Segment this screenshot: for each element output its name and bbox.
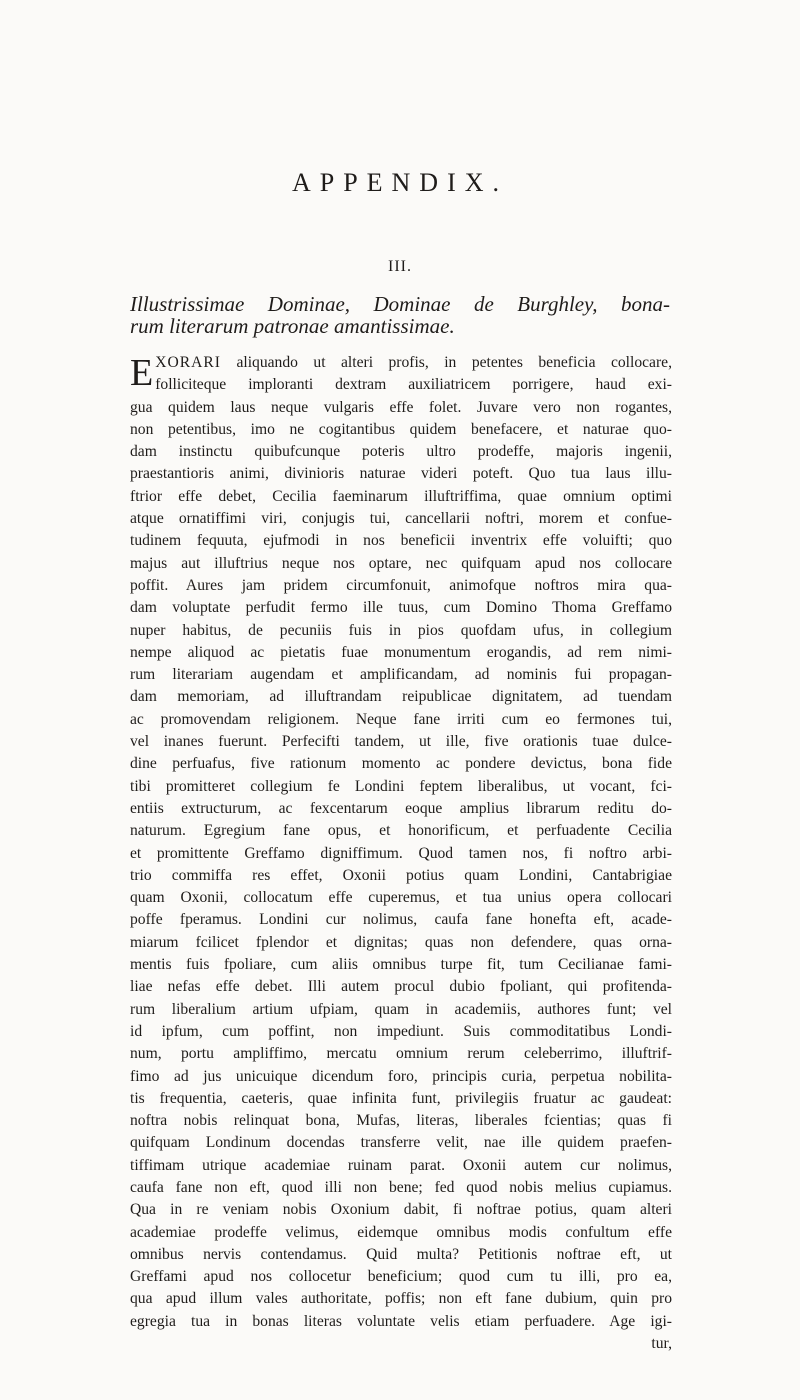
body-line-15: dam memoriam, ad illuftrandam reipublicae dignitatem, ad tuendam — [130, 688, 672, 706]
body-line-11: dam voluptate perfudit fermo ille tuus, cum Domino Thoma Greffamo — [130, 599, 672, 617]
letter-body — [130, 352, 672, 1355]
body-line-43: egregia tua in bonas literas voluntate velis etiam perfuadere. Age igi- — [130, 1312, 672, 1330]
body-line-13: nempe aliquod ac pietatis fuae monumentum erogandis, ad rem nimi- — [130, 643, 672, 661]
body-line-24: quam Oxonii, collocatum effe cuperemus, et tua unius opera collocari — [130, 889, 672, 907]
body-line-39: academiae prodeffe velimus, eidemque omnibus modis confultum effe — [130, 1223, 672, 1241]
body-line-23: trio commiffa res effet, Oxonii potius quam Londini, Cantabrigiae — [130, 866, 672, 884]
body-line-8: tudinem fequuta, ejufmodi in nos beneficii inventrix effe voluifti; quo — [130, 532, 672, 550]
running-header: APPENDIX. — [291, 168, 509, 197]
body-line-35: quifquam Londinum docendas transferre velit, nae ille quidem praefen- — [130, 1134, 672, 1152]
first-word: XORARI — [155, 354, 221, 371]
body-line-26: miarum fcilicet fplendor et dignitas; quas non defendere, quas orna- — [130, 933, 672, 951]
drop-cap: E — [130, 352, 154, 394]
body-line-14: rum literariam augendam et amplificandam, ad nominis fui propagan- — [130, 666, 672, 684]
body-line-7: atque ornatiffimi viri, conjugis tui, cancellarii noftri, morem et confue- — [130, 510, 672, 528]
body-line-40: omnibus nervis contendamus. Quid multa? Petitionis noftrae eft, ut — [130, 1245, 672, 1263]
body-line-20: entiis extructurum, ac fexcentarum eoque amplius librarum reditu do- — [130, 799, 672, 817]
section-number: III. — [388, 258, 412, 275]
body-line-30: id ipfum, cum poffint, non impediunt. Suis commoditatibus Londi- — [130, 1022, 672, 1040]
body-line-27: mentis fuis fpoliare, cum aliis omnibus turpe fit, tum Cecilianae fami- — [130, 956, 672, 974]
body-line-10: poffit. Aures jam pridem circumfonuit, animofque noftros mira qua- — [130, 576, 672, 594]
body-line-44: tur, — [651, 1335, 672, 1353]
body-line-22: et promittente Greffamo digniffimum. Quod tamen nos, fi noftro arbi- — [130, 844, 672, 862]
body-line-18: dine perfuafus, five rationum momento ac pondere devictus, bona fide — [130, 755, 672, 773]
body-line-1: folliciteque imploranti dextram auxiliatricem porrigere, haud exi- — [155, 376, 672, 394]
body-line-19: tibi promitteret collegium fe Londini feptem liberalibus, ut vocant, fci- — [130, 777, 672, 795]
body-line-6: ftrior effe debet, Cecilia faeminarum illuftriffima, quae omnium optimi — [130, 487, 672, 505]
body-line-38: Qua in re veniam nobis Oxonium dabit, fi noftrae potius, quam alteri — [130, 1201, 672, 1219]
body-line-12: nuper habitus, de pecuniis fuis in pios quofdam ufus, in collegium — [130, 621, 672, 639]
body-line-4: dam instinctu quibufcunque poteris ultro prodeffe, majoris ingenii, — [130, 443, 672, 461]
body-line-21: naturum. Egregium fane opus, et honorificum, et perfuadente Cecilia — [130, 822, 672, 840]
body-line-36: tiffimam utrique academiae ruinam parat. Oxonii autem cur nolimus, — [130, 1156, 672, 1174]
body-line-0 — [130, 352, 672, 374]
body-line-28: liae nefas effe debet. Illi autem procul dubio fpoliant, qui profitenda- — [130, 978, 672, 996]
body-line-42: qua apud illum vales authoritate, poffis; non eft fane dubium, quin pro — [130, 1290, 672, 1308]
body-line-16: ac promovendam religionem. Neque fane irriti cum eo fermones tui, — [130, 710, 672, 728]
body-line-31: num, portu ampliffimo, mercatu omnium rerum celeberrimo, illuftrif- — [130, 1045, 672, 1063]
body-line-17: vel inanes fuerunt. Perfecifti tandem, ut ille, five orationis tuae dulce- — [130, 733, 672, 751]
title-line-1: Illustrissimae Dominae, Dominae de Burghley, bona- — [130, 292, 670, 316]
body-line-5: praestantioris animi, divinioris naturae videri poteft. Quo tua laus illu- — [130, 465, 672, 483]
body-line-3: non petentibus, imo ne cogitantibus quidem benefacere, et naturae quo- — [130, 420, 672, 438]
body-line-29: rum liberalium artium ufpiam, quam in academiis, authores funt; vel — [130, 1000, 672, 1018]
body-line-32: fimo ad jus unicuique dicendum foro, principis curia, perpetua nobilita- — [130, 1067, 672, 1085]
body-line-33: tis frequentia, caeteris, quae infinita funt, privilegiis fruatur ac gaudeat: — [130, 1089, 672, 1107]
body-line-37: caufa fane non eft, quod illi non bene; fed quod nobis melius cupiamus. — [130, 1178, 672, 1196]
body-line-0-text: aliquando ut alteri profis, in petentes beneficia collocare, — [221, 354, 672, 371]
body-line-2: gua quidem laus neque vulgaris effe folet. Juvare vero non rogantes, — [130, 398, 672, 416]
body-line-25: poffe fperamus. Londini cur nolimus, caufa fane honefta eft, acade- — [130, 911, 672, 929]
body-line-34: noftra nobis relinquat bona, Mufas, literas, liberales fcientias; quas fi — [130, 1112, 672, 1130]
letter-title — [130, 290, 670, 339]
body-line-41: Greffami apud nos collocetur beneficium; quod cum tu illi, pro ea, — [130, 1268, 672, 1286]
title-line-2: rum literarum patronae amantissimae. — [130, 314, 455, 339]
body-line-9: majus aut illuftrius neque nos optare, nec quifquam apud nos collocare — [130, 554, 672, 572]
